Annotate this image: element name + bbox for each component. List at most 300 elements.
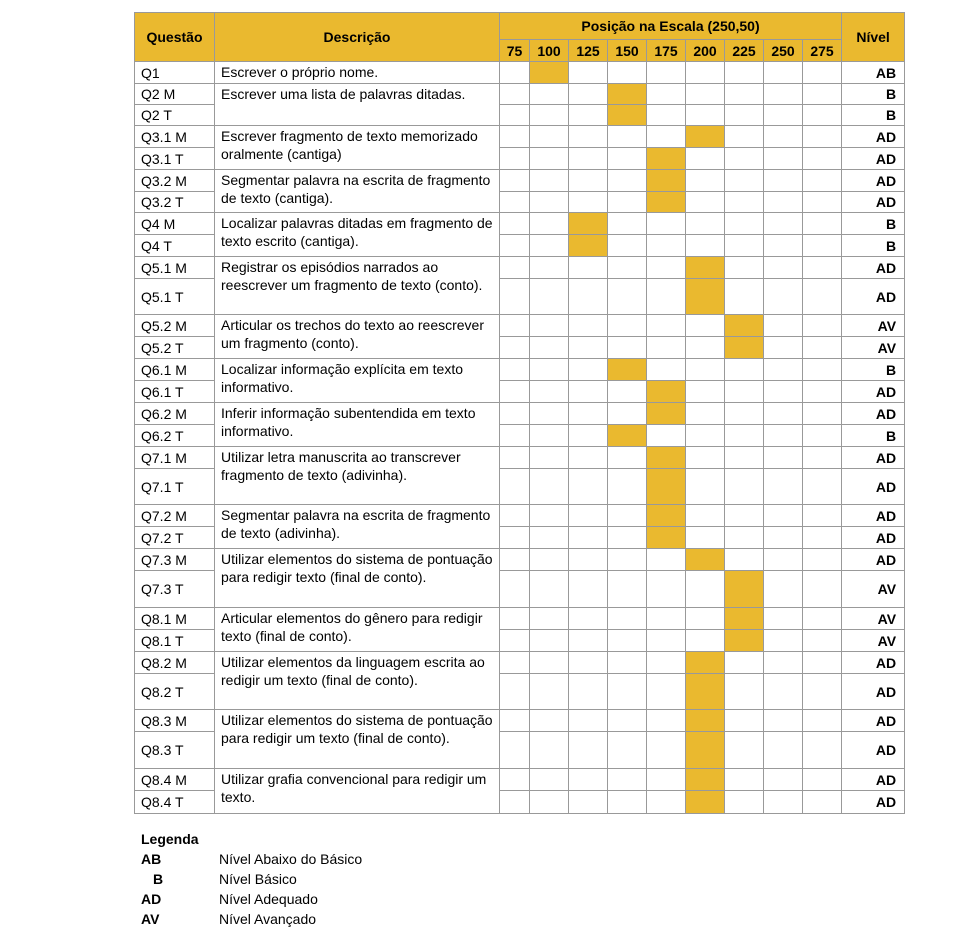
scale-cell xyxy=(725,549,764,571)
scale-position-mark xyxy=(608,84,647,105)
scale-cell xyxy=(608,571,647,608)
scale-cell xyxy=(803,381,842,403)
scale-position-mark xyxy=(608,105,647,126)
scale-cell xyxy=(608,710,647,732)
scale-cell xyxy=(530,769,569,791)
scale-cell xyxy=(764,732,803,769)
question-id: Q6.2 M xyxy=(135,403,215,425)
question-description: Escrever uma lista de palavras ditadas. xyxy=(215,84,500,126)
scale-cell xyxy=(608,170,647,192)
scale-cell xyxy=(725,447,764,469)
scale-header-cell: 250 xyxy=(764,40,803,62)
question-id: Q5.1 T xyxy=(135,279,215,315)
scale-position-mark xyxy=(569,235,608,257)
scale-cell xyxy=(569,630,608,652)
table-row xyxy=(135,84,905,105)
header-scale-title: Posição na Escala (250,50) xyxy=(500,13,842,40)
question-id: Q8.1 T xyxy=(135,630,215,652)
scale-header-cell: 100 xyxy=(530,40,569,62)
question-id: Q5.2 T xyxy=(135,337,215,359)
scale-cell xyxy=(725,527,764,549)
scale-cell xyxy=(764,630,803,652)
question-id: Q3.2 M xyxy=(135,170,215,192)
scale-cell xyxy=(725,148,764,170)
scale-cell xyxy=(803,62,842,84)
level-value: B xyxy=(842,105,905,126)
scale-cell xyxy=(725,791,764,814)
table-row xyxy=(135,608,905,630)
scale-cell xyxy=(608,62,647,84)
scale-cell xyxy=(500,447,530,469)
question-description: Utilizar letra manuscrita ao transcrever fragmento de texto (adivinha). xyxy=(215,447,500,505)
scale-cell xyxy=(647,279,686,315)
legend-definition: Nível Básico xyxy=(219,871,297,887)
scale-cell xyxy=(500,381,530,403)
question-description: Articular os trechos do texto ao reescrever um fragmento (conto). xyxy=(215,315,500,359)
scale-cell xyxy=(686,170,725,192)
scale-cell xyxy=(686,608,725,630)
scale-cell xyxy=(530,337,569,359)
question-id: Q7.2 T xyxy=(135,527,215,549)
scale-cell xyxy=(764,279,803,315)
scale-position-mark xyxy=(686,279,725,315)
scale-cell xyxy=(803,674,842,710)
scale-cell xyxy=(725,425,764,447)
question-id: Q4 T xyxy=(135,235,215,257)
scale-cell xyxy=(764,769,803,791)
scale-cell xyxy=(500,769,530,791)
level-value: AV xyxy=(842,337,905,359)
question-id: Q2 M xyxy=(135,84,215,105)
question-id: Q4 M xyxy=(135,213,215,235)
scale-cell xyxy=(725,505,764,527)
scale-cell xyxy=(647,359,686,381)
level-value: AV xyxy=(842,315,905,337)
scale-cell xyxy=(647,337,686,359)
scale-cell xyxy=(569,608,608,630)
scale-cell xyxy=(764,469,803,505)
scale-cell xyxy=(647,257,686,279)
scale-position-mark xyxy=(725,571,764,608)
scale-cell xyxy=(608,381,647,403)
scale-cell xyxy=(569,126,608,148)
scale-cell xyxy=(500,84,530,105)
scale-cell xyxy=(608,235,647,257)
scale-cell xyxy=(803,192,842,213)
scale-cell xyxy=(530,279,569,315)
scale-cell xyxy=(530,425,569,447)
scale-cell xyxy=(803,170,842,192)
scale-cell xyxy=(530,148,569,170)
scale-header-cell: 275 xyxy=(803,40,842,62)
question-id: Q7.3 T xyxy=(135,571,215,608)
scale-cell xyxy=(803,505,842,527)
scale-cell xyxy=(725,403,764,425)
scale-cell xyxy=(530,170,569,192)
table-row xyxy=(135,126,905,148)
level-value: AD xyxy=(842,148,905,170)
scale-cell xyxy=(803,359,842,381)
scale-position-mark xyxy=(647,170,686,192)
level-value: AD xyxy=(842,505,905,527)
scale-position-mark xyxy=(725,630,764,652)
scale-cell xyxy=(500,192,530,213)
scale-position-mark xyxy=(686,257,725,279)
scale-cell xyxy=(500,505,530,527)
legend-definition: Nível Avançado xyxy=(219,911,317,927)
scale-cell xyxy=(803,84,842,105)
scale-cell xyxy=(686,192,725,213)
scale-cell xyxy=(569,381,608,403)
scale-cell xyxy=(764,337,803,359)
level-value: B xyxy=(842,213,905,235)
scale-cell xyxy=(686,571,725,608)
scale-cell xyxy=(500,571,530,608)
scale-cell xyxy=(608,315,647,337)
question-id: Q3.1 M xyxy=(135,126,215,148)
table-row xyxy=(135,710,905,732)
scale-cell xyxy=(803,732,842,769)
scale-cell xyxy=(530,105,569,126)
scale-cell xyxy=(569,359,608,381)
question-description: Escrever o próprio nome. xyxy=(215,62,500,84)
scale-cell xyxy=(764,791,803,814)
question-id: Q8.3 T xyxy=(135,732,215,769)
legend-item xyxy=(141,909,317,929)
scale-cell xyxy=(500,279,530,315)
scale-cell xyxy=(647,315,686,337)
scale-cell xyxy=(686,469,725,505)
scale-cell xyxy=(608,279,647,315)
scale-cell xyxy=(500,469,530,505)
scale-cell xyxy=(803,447,842,469)
scale-position-mark xyxy=(686,769,725,791)
level-value: AD xyxy=(842,791,905,814)
level-value: AD xyxy=(842,126,905,148)
scale-cell xyxy=(569,710,608,732)
scale-cell xyxy=(764,105,803,126)
legend-definition: Nível Adequado xyxy=(219,891,318,907)
scale-position-mark xyxy=(686,791,725,814)
question-id: Q5.1 M xyxy=(135,257,215,279)
scale-cell xyxy=(803,608,842,630)
scale-cell xyxy=(725,359,764,381)
scale-position-mark xyxy=(647,381,686,403)
scale-cell xyxy=(608,257,647,279)
level-value: AB xyxy=(842,62,905,84)
question-id: Q6.2 T xyxy=(135,425,215,447)
scale-cell xyxy=(530,403,569,425)
scale-cell xyxy=(569,279,608,315)
scale-cell xyxy=(764,652,803,674)
scale-cell xyxy=(803,126,842,148)
legend-item xyxy=(141,889,318,909)
scale-cell xyxy=(500,315,530,337)
results-table xyxy=(134,12,905,814)
scale-cell xyxy=(725,674,764,710)
scale-cell xyxy=(608,148,647,170)
scale-cell xyxy=(530,652,569,674)
scale-cell xyxy=(500,710,530,732)
scale-cell xyxy=(647,608,686,630)
scale-cell xyxy=(530,192,569,213)
scale-cell xyxy=(569,769,608,791)
results-table-container xyxy=(134,12,904,814)
scale-cell xyxy=(530,447,569,469)
scale-cell xyxy=(803,213,842,235)
table-row xyxy=(135,359,905,381)
scale-cell xyxy=(500,630,530,652)
scale-position-mark xyxy=(725,337,764,359)
scale-cell xyxy=(500,732,530,769)
scale-cell xyxy=(608,608,647,630)
legend-abbr: AD xyxy=(141,891,162,907)
scale-cell xyxy=(569,337,608,359)
scale-position-mark xyxy=(647,403,686,425)
question-description: Articular elementos do gênero para redigir texto (final de conto). xyxy=(215,608,500,652)
scale-cell xyxy=(764,62,803,84)
legend-abbr: B xyxy=(153,871,164,887)
scale-cell xyxy=(500,257,530,279)
legend-abbr: AB xyxy=(141,851,162,867)
scale-cell xyxy=(530,505,569,527)
question-id: Q8.3 M xyxy=(135,710,215,732)
scale-cell xyxy=(500,359,530,381)
question-id: Q8.1 M xyxy=(135,608,215,630)
scale-cell xyxy=(647,791,686,814)
scale-cell xyxy=(647,710,686,732)
table-row xyxy=(135,315,905,337)
scale-cell xyxy=(500,235,530,257)
scale-cell xyxy=(764,425,803,447)
scale-cell xyxy=(530,213,569,235)
level-value: AD xyxy=(842,279,905,315)
scale-cell xyxy=(569,170,608,192)
scale-cell xyxy=(569,192,608,213)
scale-cell xyxy=(530,381,569,403)
scale-cell xyxy=(500,62,530,84)
scale-cell xyxy=(764,447,803,469)
scale-cell xyxy=(500,425,530,447)
scale-cell xyxy=(500,549,530,571)
scale-header-cell: 125 xyxy=(569,40,608,62)
scale-cell xyxy=(725,769,764,791)
scale-cell xyxy=(500,608,530,630)
scale-cell xyxy=(569,527,608,549)
scale-cell xyxy=(569,571,608,608)
scale-cell xyxy=(764,213,803,235)
legend-title: Legenda xyxy=(141,831,199,847)
level-value: AD xyxy=(842,381,905,403)
scale-cell xyxy=(764,235,803,257)
scale-cell xyxy=(803,425,842,447)
scale-cell xyxy=(608,674,647,710)
scale-cell xyxy=(686,213,725,235)
scale-cell xyxy=(725,62,764,84)
scale-cell xyxy=(530,235,569,257)
scale-cell xyxy=(764,674,803,710)
scale-cell xyxy=(569,425,608,447)
scale-cell xyxy=(647,105,686,126)
level-value: AV xyxy=(842,571,905,608)
scale-cell xyxy=(725,126,764,148)
scale-position-mark xyxy=(686,674,725,710)
question-id: Q6.1 M xyxy=(135,359,215,381)
scale-position-mark xyxy=(686,126,725,148)
question-id: Q3.1 T xyxy=(135,148,215,170)
scale-cell xyxy=(530,257,569,279)
scale-cell xyxy=(764,359,803,381)
level-value: AD xyxy=(842,403,905,425)
scale-cell xyxy=(803,571,842,608)
scale-cell xyxy=(608,549,647,571)
question-description: Utilizar elementos do sistema de pontuação para redigir texto (final de conto). xyxy=(215,549,500,608)
question-id: Q3.2 T xyxy=(135,192,215,213)
scale-cell xyxy=(725,192,764,213)
scale-cell xyxy=(764,505,803,527)
scale-cell xyxy=(686,381,725,403)
scale-cell xyxy=(500,126,530,148)
scale-position-mark xyxy=(647,192,686,213)
scale-cell xyxy=(764,381,803,403)
scale-position-mark xyxy=(686,732,725,769)
scale-cell xyxy=(686,62,725,84)
scale-cell xyxy=(647,425,686,447)
scale-cell xyxy=(686,359,725,381)
level-value: AD xyxy=(842,469,905,505)
scale-cell xyxy=(569,148,608,170)
scale-header-cell: 175 xyxy=(647,40,686,62)
scale-cell xyxy=(530,674,569,710)
scale-cell xyxy=(530,84,569,105)
question-id: Q8.4 T xyxy=(135,791,215,814)
scale-cell xyxy=(647,571,686,608)
scale-cell xyxy=(647,213,686,235)
scale-cell xyxy=(647,630,686,652)
legend-definition: Nível Abaixo do Básico xyxy=(219,851,363,867)
scale-cell xyxy=(764,257,803,279)
scale-position-mark xyxy=(725,315,764,337)
scale-cell xyxy=(803,527,842,549)
scale-cell xyxy=(647,62,686,84)
question-description: Registrar os episódios narrados ao reescrever um fragmento de texto (conto). xyxy=(215,257,500,315)
question-description: Localizar informação explícita em texto informativo. xyxy=(215,359,500,403)
scale-cell xyxy=(500,674,530,710)
table-row xyxy=(135,257,905,279)
scale-cell xyxy=(569,84,608,105)
scale-cell xyxy=(647,652,686,674)
scale-cell xyxy=(725,84,764,105)
scale-cell xyxy=(569,257,608,279)
scale-cell xyxy=(647,235,686,257)
scale-cell xyxy=(686,527,725,549)
scale-cell xyxy=(608,192,647,213)
scale-cell xyxy=(500,791,530,814)
scale-cell xyxy=(608,337,647,359)
level-value: AD xyxy=(842,170,905,192)
scale-position-mark xyxy=(647,505,686,527)
scale-cell xyxy=(803,337,842,359)
scale-position-mark xyxy=(569,213,608,235)
scale-position-mark xyxy=(608,425,647,447)
table-row xyxy=(135,505,905,527)
scale-cell xyxy=(803,257,842,279)
table-row xyxy=(135,213,905,235)
scale-cell xyxy=(608,213,647,235)
scale-cell xyxy=(608,791,647,814)
question-id: Q1 xyxy=(135,62,215,84)
scale-position-mark xyxy=(686,549,725,571)
scale-cell xyxy=(569,105,608,126)
scale-cell xyxy=(569,652,608,674)
question-id: Q7.1 M xyxy=(135,447,215,469)
scale-cell xyxy=(530,710,569,732)
scale-cell xyxy=(569,549,608,571)
level-value: AD xyxy=(842,769,905,791)
scale-cell xyxy=(569,469,608,505)
scale-header-cell: 75 xyxy=(500,40,530,62)
scale-cell xyxy=(500,403,530,425)
scale-cell xyxy=(803,279,842,315)
scale-cell xyxy=(803,791,842,814)
table-row xyxy=(135,62,905,84)
header-descricao: Descrição xyxy=(215,13,500,62)
scale-cell xyxy=(647,674,686,710)
level-value: AV xyxy=(842,608,905,630)
question-description: Segmentar palavra na escrita de fragmento de texto (adivinha). xyxy=(215,505,500,549)
scale-cell xyxy=(764,527,803,549)
question-description: Localizar palavras ditadas em fragmento de texto escrito (cantiga). xyxy=(215,213,500,257)
header-nivel: Nível xyxy=(842,13,905,62)
scale-cell xyxy=(725,732,764,769)
scale-cell xyxy=(608,527,647,549)
scale-cell xyxy=(686,84,725,105)
scale-position-mark xyxy=(647,447,686,469)
scale-cell xyxy=(803,710,842,732)
legend-item xyxy=(141,869,297,889)
scale-position-mark xyxy=(647,469,686,505)
scale-cell xyxy=(530,359,569,381)
scale-cell xyxy=(647,84,686,105)
question-description: Inferir informação subentendida em texto informativo. xyxy=(215,403,500,447)
scale-cell xyxy=(803,549,842,571)
question-description: Utilizar grafia convencional para redigir um texto. xyxy=(215,769,500,814)
scale-cell xyxy=(500,213,530,235)
scale-cell xyxy=(725,213,764,235)
level-value: B xyxy=(842,84,905,105)
scale-cell xyxy=(608,403,647,425)
scale-cell xyxy=(530,608,569,630)
scale-cell xyxy=(764,126,803,148)
scale-cell xyxy=(803,148,842,170)
scale-cell xyxy=(764,315,803,337)
scale-cell xyxy=(686,148,725,170)
scale-cell xyxy=(725,235,764,257)
scale-header-cell: 200 xyxy=(686,40,725,62)
scale-cell xyxy=(764,148,803,170)
scale-cell xyxy=(686,315,725,337)
scale-cell xyxy=(725,381,764,403)
scale-cell xyxy=(608,505,647,527)
scale-cell xyxy=(569,674,608,710)
scale-cell xyxy=(608,630,647,652)
question-description: Segmentar palavra na escrita de fragmento de texto (cantiga). xyxy=(215,170,500,213)
scale-position-mark xyxy=(530,62,569,84)
scale-cell xyxy=(608,447,647,469)
scale-cell xyxy=(500,652,530,674)
scale-cell xyxy=(569,447,608,469)
level-value: AD xyxy=(842,447,905,469)
